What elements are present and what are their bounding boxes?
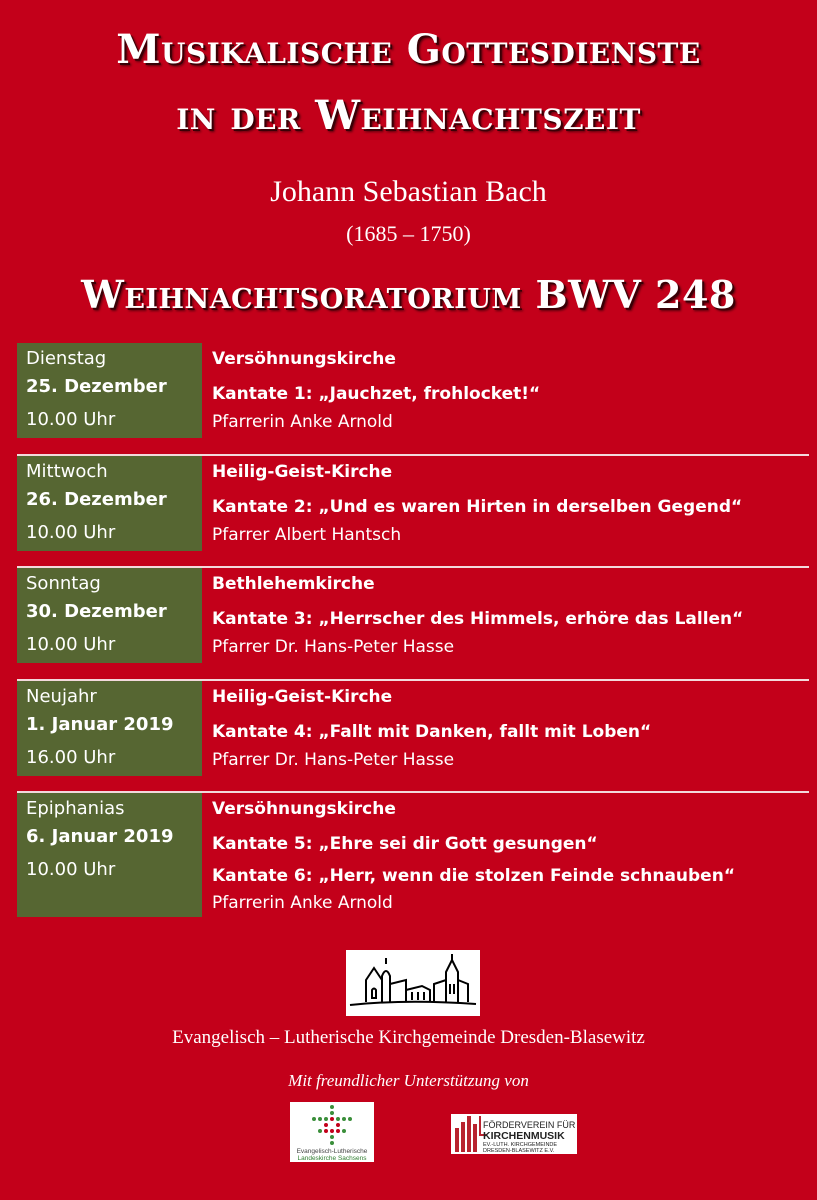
community-name: Evangelisch – Lutherische Kirchgemeinde Dresden-Blasewitz	[172, 1027, 645, 1048]
support-text: Mit freundlicher Unterstützung von	[288, 1071, 529, 1090]
event-row	[17, 343, 809, 438]
event-day: Sonntag	[26, 573, 101, 594]
event-row	[17, 793, 809, 917]
event-kantate: Kantate 3: „Herrscher des Himmels, erhöre das Lallen“	[212, 609, 744, 629]
foerderverein-line3: EV.-LUTH. KIRCHGEMEINDE	[483, 1142, 558, 1148]
date-box	[17, 568, 202, 663]
date-box	[17, 681, 202, 776]
event-pastor: Pfarrerin Anke Arnold	[212, 893, 393, 913]
event-kantate: Kantate 2: „Und es waren Hirten in derselben Gegend“	[212, 497, 743, 517]
event-time: 10.00 Uhr	[26, 522, 116, 543]
event-church: Bethlehemkirche	[212, 574, 375, 594]
event-day: Mittwoch	[26, 461, 108, 482]
event-date: 25. Dezember	[26, 376, 167, 397]
event-day: Epiphanias	[26, 798, 125, 819]
work-title: Weihnachtsoratorium BWV 248	[81, 272, 736, 317]
cross-dots-icon	[290, 1102, 374, 1162]
date-box	[17, 343, 202, 438]
event-date: 6. Januar 2019	[26, 826, 174, 847]
event-kantate: Kantate 4: „Fallt mit Danken, fallt mit Loben“	[212, 722, 652, 742]
event-row	[17, 681, 809, 776]
foerderverein-logo	[451, 1114, 577, 1154]
landeskirche-line1: Evangelisch-Lutherische	[296, 1148, 368, 1155]
event-pastor: Pfarrer Albert Hantsch	[212, 525, 402, 545]
event-date: 26. Dezember	[26, 489, 167, 510]
date-box	[17, 456, 202, 551]
event-row	[17, 568, 809, 663]
event-time: 16.00 Uhr	[26, 747, 116, 768]
landeskirche-line2: Landeskirche Sachsens	[297, 1155, 367, 1162]
event-day: Neujahr	[26, 686, 97, 707]
church-logo	[346, 950, 480, 1016]
composer-name: Johann Sebastian Bach	[270, 175, 547, 208]
composer-dates: (1685 – 1750)	[346, 221, 471, 246]
title-line-2: in der Weihnachtszeit	[176, 92, 641, 139]
date-box	[17, 793, 202, 917]
event-row	[17, 456, 809, 551]
event-church: Heilig-Geist-Kirche	[212, 462, 393, 482]
organ-pipes-icon	[451, 1114, 577, 1154]
event-church: Versöhnungskirche	[212, 349, 396, 369]
event-pastor: Pfarrerin Anke Arnold	[212, 412, 393, 432]
event-time: 10.00 Uhr	[26, 859, 116, 880]
event-time: 10.00 Uhr	[26, 409, 116, 430]
title-line-1: Musikalische Gottesdienste	[116, 26, 701, 73]
event-kantate: Kantate 1: „Jauchzet, frohlocket!“	[212, 384, 541, 404]
event-date: 30. Dezember	[26, 601, 167, 622]
landeskirche-logo	[290, 1102, 374, 1162]
event-church: Versöhnungskirche	[212, 799, 396, 819]
event-day: Dienstag	[26, 348, 107, 369]
event-time: 10.00 Uhr	[26, 634, 116, 655]
event-kantate: Kantate 6: „Herr, wenn die stolzen Feinde schnauben“	[212, 866, 735, 886]
foerderverein-line1: FÖRDERVEREIN FÜR	[483, 1120, 576, 1130]
event-church: Heilig-Geist-Kirche	[212, 687, 393, 707]
event-date: 1. Januar 2019	[26, 714, 174, 735]
foerderverein-line2: KIRCHENMUSIK	[483, 1130, 565, 1142]
churches-silhouette-icon	[346, 950, 480, 1016]
event-pastor: Pfarrer Dr. Hans-Peter Hasse	[212, 637, 455, 657]
event-pastor: Pfarrer Dr. Hans-Peter Hasse	[212, 750, 455, 770]
foerderverein-line4: DRESDEN-BLASEWITZ E.V.	[483, 1148, 555, 1154]
event-kantate: Kantate 5: „Ehre sei dir Gott gesungen“	[212, 834, 598, 854]
